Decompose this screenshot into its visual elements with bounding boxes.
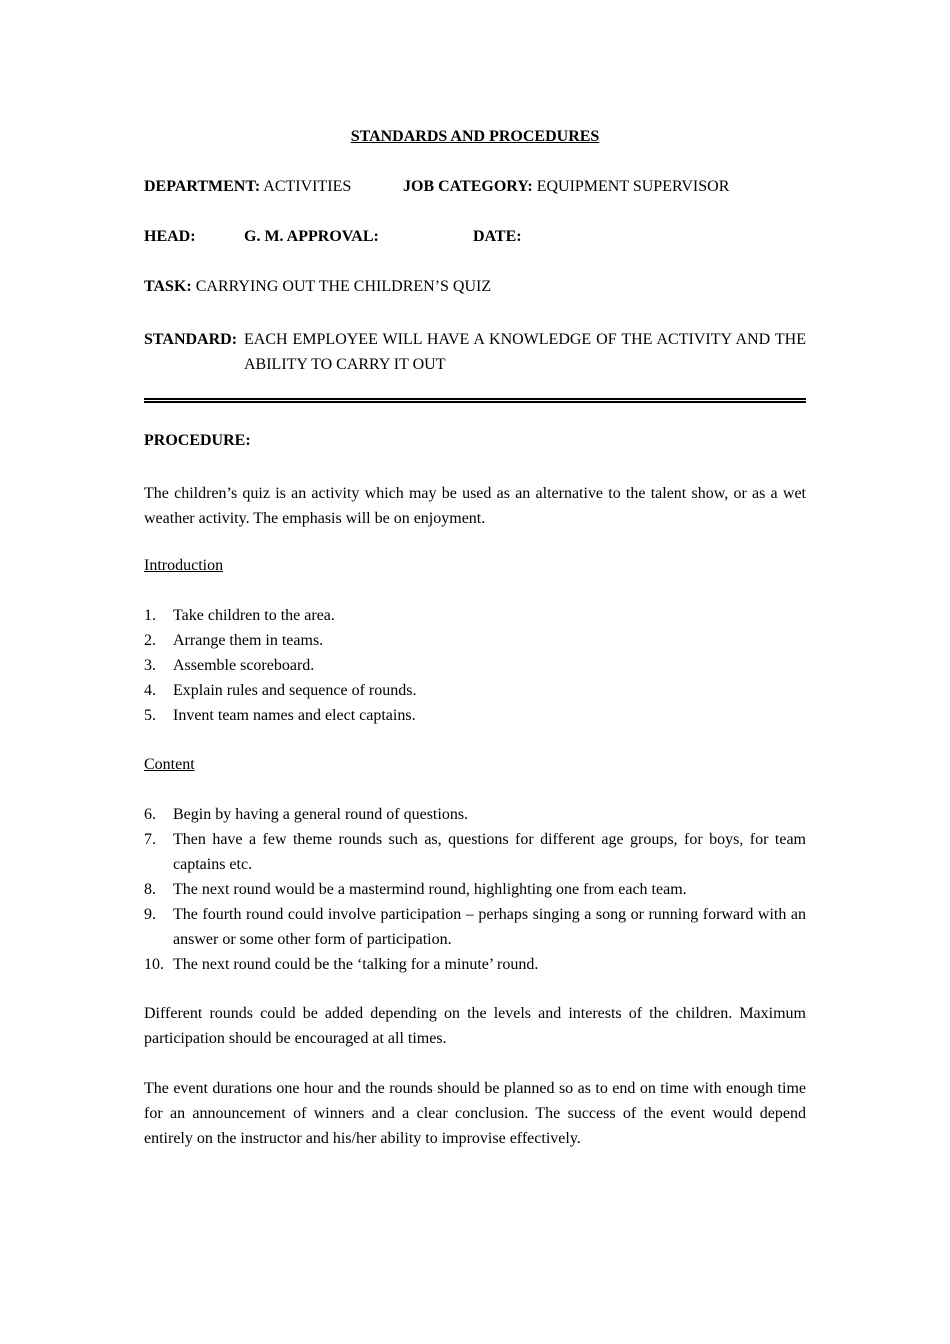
content-list bbox=[144, 802, 806, 977]
introduction-list bbox=[144, 603, 806, 728]
standard-label: STANDARD: bbox=[144, 331, 238, 348]
standard-row bbox=[144, 327, 806, 377]
job-category-value: EQUIPMENT SUPERVISOR bbox=[536, 178, 730, 195]
job-category-label: JOB CATEGORY: bbox=[403, 178, 533, 195]
introduction-heading: Introduction bbox=[144, 557, 224, 574]
list-item: 6. Begin by having a general round of questions. bbox=[144, 806, 469, 823]
job-category-row bbox=[403, 177, 729, 197]
list-item: 9. The fourth round could involve participation – perhaps singing a song or running forward with an answer or some other form of participation. bbox=[144, 906, 806, 948]
duration-paragraph: The event durations one hour and the rounds should be planned so as to end on time with enough time for an announcement of winners and a clear conclusion. The success of the event would depend entirely on the instructor and his/her ability to improvise effectively. bbox=[144, 1080, 806, 1147]
content-heading: Content bbox=[144, 756, 195, 773]
date-label: DATE: bbox=[473, 228, 522, 245]
list-item: 10. The next round could be the ‘talking for a minute’ round. bbox=[144, 956, 539, 973]
department-value: ACTIVITIES bbox=[263, 178, 352, 195]
department-row bbox=[144, 177, 351, 197]
gm-approval-label: G. M. APPROVAL: bbox=[244, 228, 379, 245]
head-label: HEAD: bbox=[144, 228, 196, 245]
list-item: 3. Assemble scoreboard. bbox=[144, 657, 315, 674]
list-item: 5. Invent team names and elect captains. bbox=[144, 707, 416, 724]
list-item: 8. The next round would be a mastermind round, highlighting one from each team. bbox=[144, 881, 687, 898]
task-label: TASK: bbox=[144, 278, 192, 295]
task-value: CARRYING OUT THE CHILDREN’S QUIZ bbox=[195, 278, 492, 295]
list-item: 7. Then have a few theme rounds such as, questions for different age groups, for boys, for team captains etc. bbox=[144, 831, 806, 873]
list-item: 1. Take children to the area. bbox=[144, 607, 335, 624]
procedure-label: PROCEDURE: bbox=[144, 432, 251, 449]
double-rule-divider bbox=[144, 398, 806, 403]
list-item: 4. Explain rules and sequence of rounds. bbox=[144, 682, 417, 699]
standard-value: EACH EMPLOYEE WILL HAVE A KNOWLEDGE OF THE ACTIVITY AND THE ABILITY TO CARRY IT OUT bbox=[244, 331, 806, 373]
document-title: STANDARDS AND PROCEDURES bbox=[350, 128, 600, 145]
intro-paragraph: The children’s quiz is an activity which may be used as an alternative to the talent show, or as a wet weather activity. The emphasis will be on enjoyment. bbox=[144, 485, 806, 527]
department-label: DEPARTMENT: bbox=[144, 178, 261, 195]
rounds-paragraph: Different rounds could be added depending on the levels and interests of the children. Maximum participation should be encouraged at all times. bbox=[144, 1005, 806, 1047]
task-row bbox=[144, 277, 491, 297]
list-item: 2. Arrange them in teams. bbox=[144, 632, 324, 649]
